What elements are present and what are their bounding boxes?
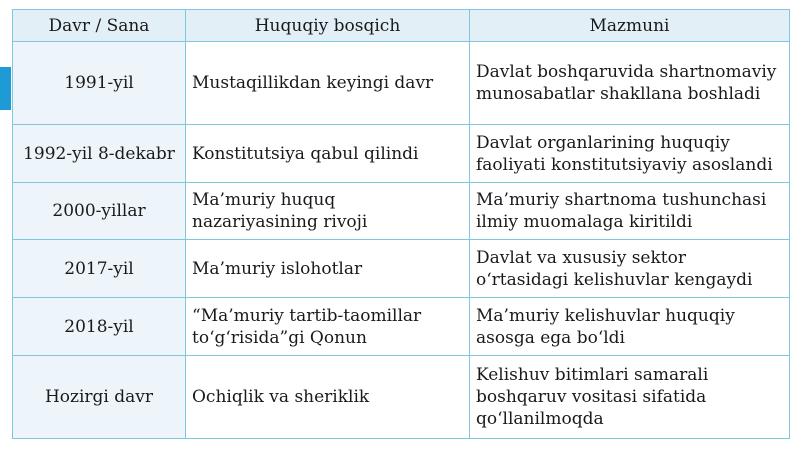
- table-row: [13, 183, 790, 240]
- header-date: Davr / Sana: [13, 10, 186, 42]
- row-content: Davlat organlarining huquqiy faoliyati konstitutsiyaviy asoslandi: [470, 125, 790, 183]
- row-content: Davlat boshqaruvida shartnomaviy munosabatlar shakllana boshladi: [470, 42, 790, 125]
- row-date: 1991-yil: [13, 42, 186, 125]
- row-date: 2018-yil: [13, 298, 186, 356]
- row-stage: Ma’muriy huquq nazariyasining rivoji: [186, 183, 470, 240]
- row-stage: “Ma’muriy tartib-taomillar to‘g‘risida”gi Qonun: [186, 298, 470, 356]
- table-row: [13, 240, 790, 298]
- table-row: [13, 298, 790, 356]
- row-content: Ma’muriy kelishuvlar huquqiy asosga ega bo‘ldi: [470, 298, 790, 356]
- row-stage: Konstitutsiya qabul qilindi: [186, 125, 470, 183]
- table-row: [13, 125, 790, 183]
- row-content: Ma’muriy shartnoma tushunchasi ilmiy muomalaga kiritildi: [470, 183, 790, 240]
- row-date: Hozirgi davr: [13, 356, 186, 439]
- header-content: Mazmuni: [470, 10, 790, 42]
- row-stage: Mustaqillikdan keyingi davr: [186, 42, 470, 125]
- row-stage: Ochiqlik va sheriklik: [186, 356, 470, 439]
- row-date: 2000-yillar: [13, 183, 186, 240]
- row-date: 1992-yil 8-dekabr: [13, 125, 186, 183]
- side-accent-tab: [0, 67, 11, 110]
- row-stage: Ma’muriy islohotlar: [186, 240, 470, 298]
- table-row: [13, 356, 790, 439]
- legal-timeline-table: [12, 9, 790, 439]
- row-content: Davlat va xususiy sektor o‘rtasidagi kelishuvlar kengaydi: [470, 240, 790, 298]
- row-date: 2017-yil: [13, 240, 186, 298]
- header-stage: Huquqiy bosqich: [186, 10, 470, 42]
- row-content: Kelishuv bitimlari samarali boshqaruv vositasi sifatida qo‘llanilmoqda: [470, 356, 790, 439]
- table-header-row: [13, 10, 790, 42]
- table-row: [13, 42, 790, 125]
